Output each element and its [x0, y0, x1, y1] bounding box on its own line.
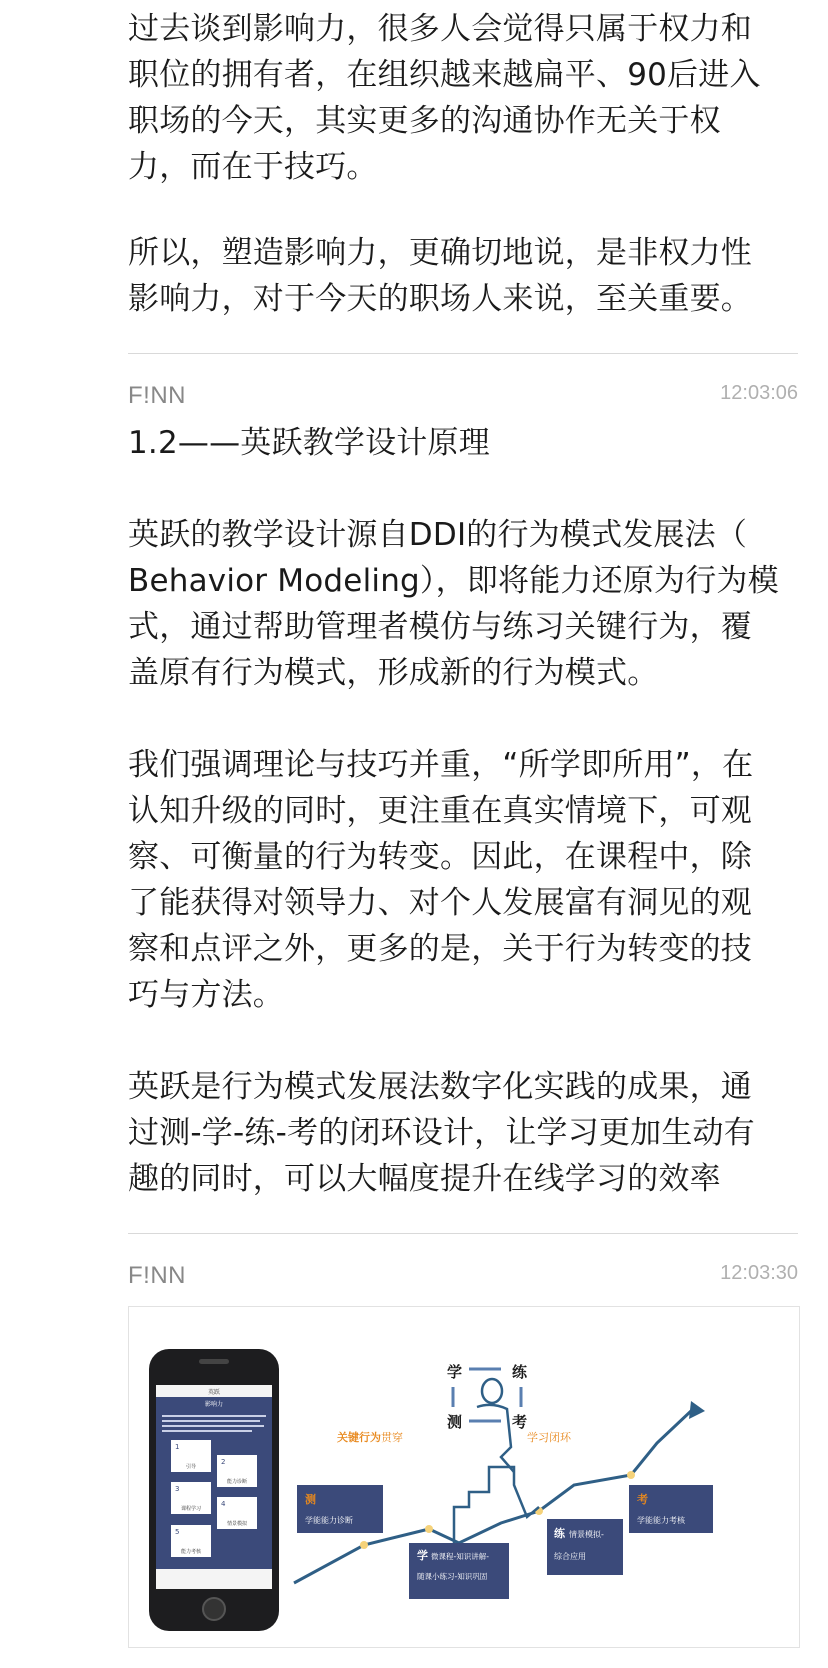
svg-text:微课程-知识讲解-: 微课程-知识讲解- — [431, 1552, 489, 1561]
svg-text:2: 2 — [221, 1458, 226, 1466]
cycle-ce: 测 — [447, 1413, 463, 1431]
message-1-paragraph-2: 所以，塑造影响力，更确切地说，是非权力性 影响力，对于今天的职场人来说，至关重要。 — [128, 235, 752, 317]
arrow-head-icon — [689, 1401, 705, 1419]
box-lian — [547, 1519, 623, 1575]
svg-text:5: 5 — [175, 1528, 180, 1536]
svg-text:引导: 引导 — [185, 1464, 197, 1470]
sender-name[interactable]: F!NN — [128, 1262, 186, 1289]
phone-app-title: 英跃 — [207, 1389, 221, 1396]
message-1-body — [128, 6, 798, 322]
message-timestamp: 12:03:30 — [720, 1262, 798, 1284]
loop-label: 学习闭环 — [527, 1431, 571, 1444]
svg-text:能力诊断: 能力诊断 — [226, 1479, 248, 1485]
svg-text:随课小练习-知识巩固: 随课小练习-知识巩固 — [417, 1572, 488, 1581]
sender-name[interactable]: F!NN — [128, 382, 186, 409]
svg-text:情景模拟: 情景模拟 — [226, 1521, 248, 1527]
message-2-body[interactable] — [128, 420, 798, 1202]
svg-text:学能能力考核: 学能能力考核 — [637, 1516, 685, 1525]
box-kao — [629, 1485, 713, 1533]
svg-text:1: 1 — [175, 1443, 180, 1451]
message-2-title: 1.2——英跃教学设计原理 — [128, 425, 490, 461]
learning-loop-illustration — [129, 1307, 799, 1647]
message-2-paragraph-1: 英跃的教学设计源自DDI的行为模式发展法（ Behavior Modeling），即将能力还原为行为模 式，通过帮助管理者模仿与练习关键行为，覆 盖原有行为模式，形成新的行为模式。 — [128, 517, 779, 691]
message-2-paragraph-2: 我们强调理论与技巧并重，“所学即所用”，在 认知升级的同时，更注重在真实情境下，可观 察、可衡量的行为转变。因此，在课程中，除 了能获得对领导力、对个人发展富有洞见的观 察和点评之外，更多的是，关于行为转变的技 巧与方法。 — [128, 747, 754, 1013]
svg-text:情景模拟-: 情景模拟- — [569, 1530, 604, 1539]
svg-text:3: 3 — [175, 1485, 180, 1493]
svg-text:考: 考 — [637, 1493, 648, 1506]
key-behavior-label: 关键行为贯穿 — [337, 1431, 403, 1444]
message-1-paragraph-1: 过去谈到影响力，很多人会觉得只属于权力和 职位的拥有者，在组织越来越扁平、90后进入 职场的今天，其实更多的沟通协作无关于权 力，而在于技巧。 — [128, 11, 761, 185]
message-divider — [128, 1233, 798, 1234]
svg-text:课程学习: 课程学习 — [180, 1506, 202, 1512]
cycle-lian: 练 — [512, 1363, 528, 1381]
svg-text:学: 学 — [417, 1549, 428, 1562]
cycle-kao: 考 — [512, 1413, 528, 1431]
message-timestamp: 12:03:06 — [720, 382, 798, 404]
box-ce — [297, 1485, 383, 1533]
message-divider — [128, 353, 798, 354]
message-image[interactable] — [128, 1306, 800, 1648]
message-2-paragraph-3: 英跃是行为模式发展法数字化实践的成果，通 过测-学-练-考的闭环设计，让学习更加生动有 趣的同时，可以大幅度提升在线学习的效率 — [128, 1069, 755, 1197]
svg-text:综合应用: 综合应用 — [554, 1552, 586, 1561]
svg-text:学能能力诊断: 学能能力诊断 — [305, 1516, 353, 1525]
svg-text:能力考核: 能力考核 — [180, 1549, 202, 1555]
phone-mockup — [149, 1349, 279, 1631]
box-xue — [409, 1543, 509, 1599]
svg-text:练: 练 — [554, 1527, 565, 1540]
svg-text:测: 测 — [305, 1493, 316, 1506]
svg-text:4: 4 — [221, 1500, 226, 1508]
phone-subtitle: 影响力 — [204, 1401, 224, 1408]
cycle-xue: 学 — [447, 1363, 463, 1381]
